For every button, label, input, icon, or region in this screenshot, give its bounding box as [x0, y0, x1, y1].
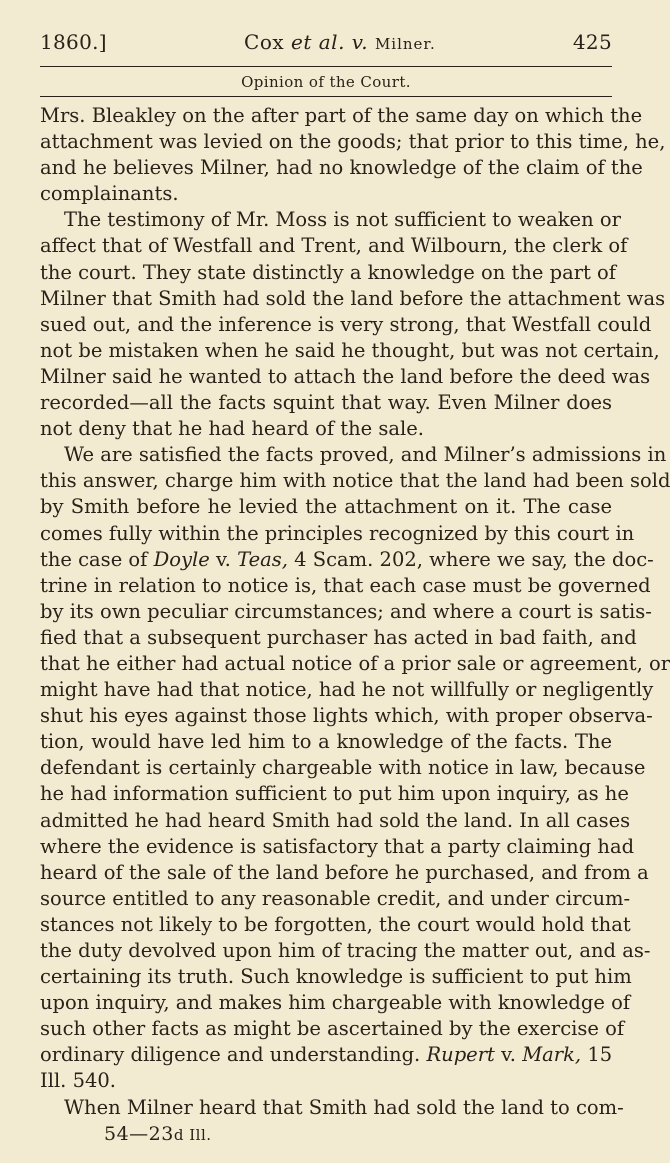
- text-line: might have had that notice, had he not willfully or negligently: [40, 678, 654, 702]
- text-line: by Smith before he levied the attachment on it. The case: [40, 495, 612, 519]
- text-line: recorded—all the facts squint that way. Even Milner does: [40, 391, 612, 415]
- section-subheading: Opinion of the Court.: [241, 73, 411, 91]
- text-line: When Milner heard that Smith had sold the land to com-: [64, 1095, 624, 1119]
- book-page: [40, 28, 670, 1148]
- citation-v: v.: [209, 547, 238, 571]
- subheading-rule: [40, 96, 612, 97]
- citation-lead: ordinary diligence and understanding.: [40, 1043, 427, 1067]
- text-line: The testimony of Mr. Moss is not sufficient to weaken or: [64, 208, 621, 232]
- text-line: We are satisfied the facts proved, and Milner’s admissions in: [64, 443, 667, 467]
- signature-volume: d Ill.: [173, 1125, 212, 1144]
- text-line: admitted he had heard Smith had sold the land. In all cases: [40, 808, 631, 832]
- citation-v: v.: [494, 1043, 523, 1067]
- case-title-party: Milner.: [374, 35, 436, 53]
- header-rule: [40, 66, 612, 67]
- text-line: not deny that he had heard of the sale.: [40, 417, 424, 441]
- text-line: affect that of Westfall and Trent, and Wilbourn, the clerk of: [40, 234, 628, 258]
- text-line: complainants.: [40, 182, 179, 206]
- signature-number: 54—23: [104, 1122, 174, 1145]
- text-line: shut his eyes against those lights which, with proper observa-: [40, 704, 653, 728]
- text-line: he had information sufficient to put him upon inquiry, as he: [40, 782, 629, 806]
- page-number: 425: [572, 30, 612, 54]
- opinion-text: [40, 103, 670, 1121]
- running-head: [40, 28, 612, 58]
- text-line: that he either had actual notice of a prior sale or agreement, or: [40, 651, 670, 675]
- citation-case-name: Doyle: [153, 547, 210, 571]
- citation-lead: the case of: [40, 547, 154, 571]
- citation-party-name: Teas,: [237, 547, 288, 571]
- text-line: not be mistaken when he said he thought, but was not certain,: [40, 338, 660, 362]
- text-line: Mrs. Bleakley on the after part of the same day on which the: [40, 104, 643, 127]
- text-line: stances not likely to be forgotten, the court would hold that: [40, 912, 631, 936]
- citation-case-name: Rupert: [426, 1043, 495, 1067]
- text-line: fied that a subsequent purchaser has acted in bad faith, and: [40, 625, 637, 649]
- text-line: by its own peculiar circumstances; and where a court is satis-: [40, 599, 652, 623]
- case-title-etal: et al.: [291, 30, 345, 54]
- signature-mark: [40, 1121, 612, 1148]
- text-line: Milner said he wanted to attach the land before the deed was: [40, 364, 651, 388]
- case-title-prefix: Cox: [244, 30, 292, 54]
- text-line: certaining its truth. Such knowledge is sufficient to put him: [40, 965, 632, 989]
- text-line: the duty devolved upon him of tracing the matter out, and as-: [40, 939, 651, 962]
- text-line-citation-rupert: [40, 1042, 612, 1068]
- case-title: [244, 28, 436, 58]
- text-line: trine in relation to notice is, that each case must be governed: [40, 573, 651, 597]
- year: 1860.]: [40, 30, 107, 54]
- text-line: sued out, and the inference is very strong, that Westfall could: [40, 312, 652, 336]
- text-line: heard of the sale of the land before he purchased, and from a: [40, 860, 649, 884]
- text-line: this answer, charge him with notice that the land had been sold: [40, 469, 670, 493]
- citation-party-name: Mark,: [522, 1043, 582, 1067]
- text-line: Ill. 540.: [40, 1069, 116, 1093]
- text-line-citation-doyle: [40, 547, 654, 573]
- text-line: the court. They state distinctly a knowledge on the part of: [40, 260, 617, 284]
- citation-rest: 4 Scam. 202, where we say, the doc-: [287, 547, 654, 571]
- text-line: where the evidence is satisfactory that a party claiming had: [40, 834, 635, 858]
- text-line: source entitled to any reasonable credit, and under circum-: [40, 886, 631, 910]
- citation-rest: 15: [581, 1043, 613, 1067]
- text-line: such other facts as might be ascertained by the exercise of: [40, 1017, 625, 1041]
- text-line: comes fully within the principles recognized by this court in: [40, 521, 635, 545]
- text-line: upon inquiry, and makes him chargeable with knowledge of: [40, 991, 631, 1015]
- text-line: attachment was levied on the goods; that prior to this time, he,: [40, 130, 666, 154]
- text-line: tion, would have led him to a knowledge of the facts. The: [40, 730, 612, 754]
- text-line: Milner that Smith had sold the land before the attachment was: [40, 286, 666, 310]
- case-title-v: v.: [344, 30, 375, 54]
- text-line: and he believes Milner, had no knowledge of the claim of the: [40, 156, 643, 180]
- text-line: defendant is certainly chargeable with notice in law, because: [40, 756, 646, 780]
